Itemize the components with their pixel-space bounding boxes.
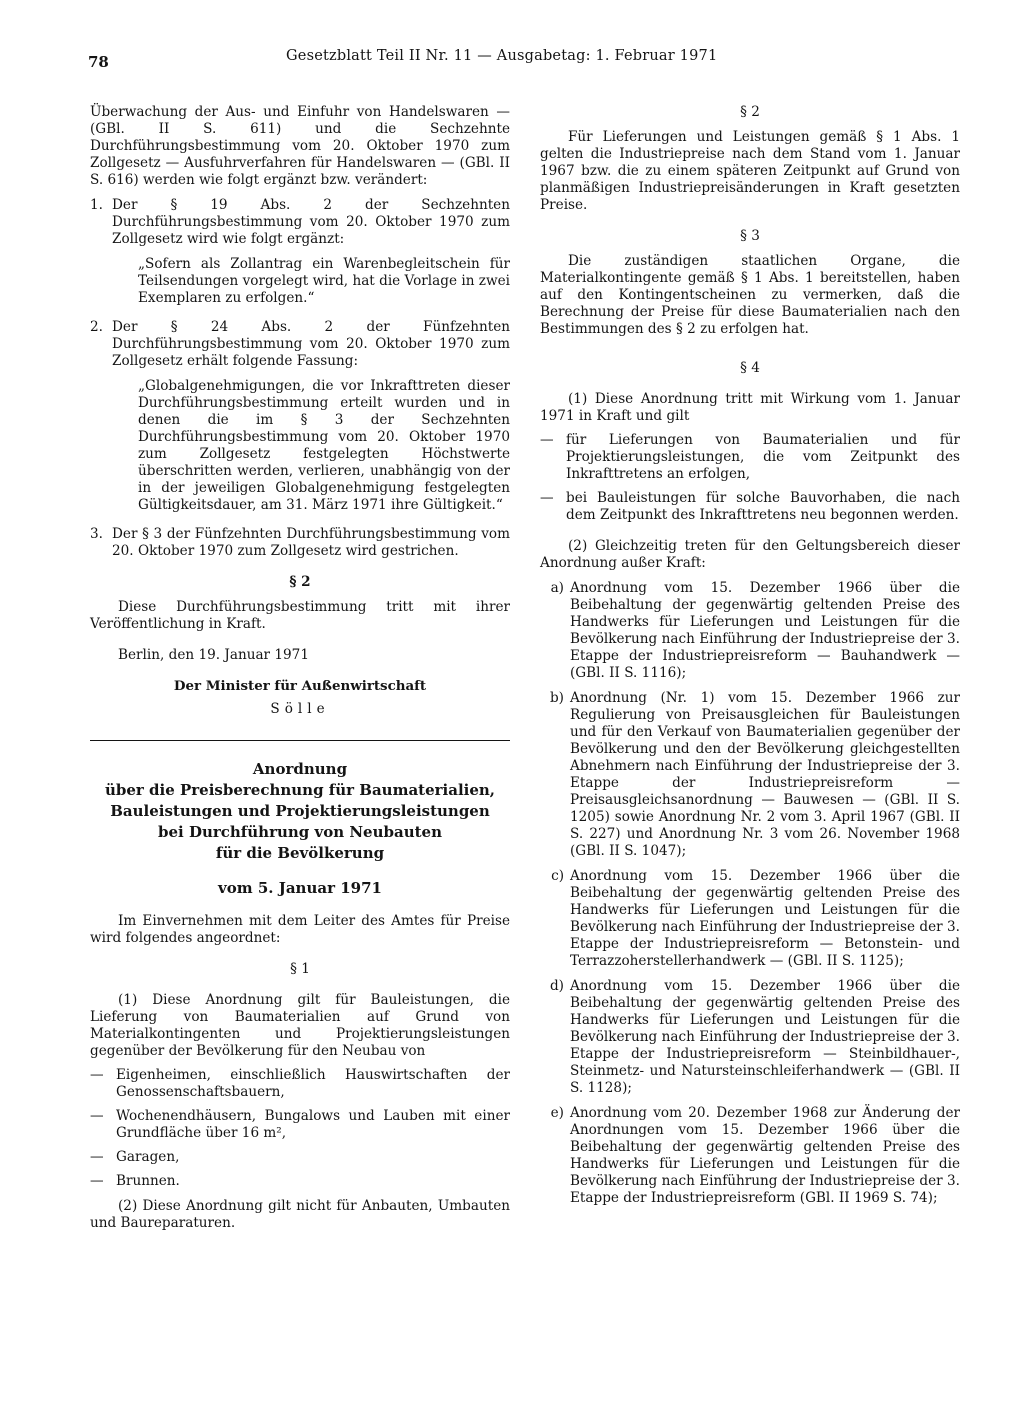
page-number: 78 [88, 53, 109, 71]
item-text: Anordnung vom 15. Dezember 1966 über die Beibehaltung der gegenwärtig geltenden Preise des Handwerks für Lieferungen und Leistungen für die Bevölkerung nach Einführung der Industriepreise der 3. Etappe der Industriepreisreform — Bauhandwerk — (GBl. II S. 1116); [570, 580, 960, 681]
lettered-item-e [540, 1105, 960, 1207]
lettered-item-b [540, 690, 960, 860]
ordinance-title-line: Anordnung [252, 760, 348, 778]
numbered-item-3 [90, 526, 510, 560]
section-4-heading: § 4 [740, 360, 760, 376]
section-4-para-1: (1) Diese Anordnung tritt mit Wirkung vom 1. Januar 1971 in Kraft und gilt [540, 391, 960, 424]
section-3-heading: § 3 [740, 228, 760, 244]
item-letter: b) [549, 690, 564, 706]
section-4-para-2: (2) Gleichzeitig treten für den Geltungsbereich dieser Anordnung außer Kraft: [540, 538, 960, 571]
lettered-item-d [540, 978, 960, 1097]
item-number: 2. [90, 319, 103, 335]
item-number: 3. [90, 526, 103, 542]
item-letter: e) [550, 1105, 564, 1121]
section-divider [90, 740, 510, 741]
item-text: Anordnung vom 15. Dezember 1966 über die Beibehaltung der gegenwärtig geltenden Preise des Handwerks für Lieferungen und Leistungen für die Bevölkerung nach Einführung der Industriepreise der 3. Etappe der Industriepreisreform — Steinbildhauer-, Steinmetz- und Natursteinschleiferhandwerk — (GBl. II S. 1128); [570, 978, 960, 1096]
intro-paragraph: Überwachung der Aus- und Einfuhr von Handelswaren — (GBl. II S. 611) und die Sechzehnte Durchführungsbestimmung vom 20. Oktober 1970 zum Zollgesetz — Ausfuhrverfahren für Handelswaren — (GBl. II S. 616) werden wie folgt ergänzt bzw. verändert: [90, 104, 510, 188]
list-item: — Wochenendhäusern, Bungalows und Lauben mit einer Grundfläche über 16 m², [90, 1108, 510, 1141]
list-item: — bei Bauleistungen für solche Bauvorhaben, die nach dem Zeitpunkt des Inkrafttretens neu begonnen werden. [540, 490, 960, 523]
section-2-heading-right: § 2 [740, 104, 760, 120]
item-text: Der § 19 Abs. 2 der Sechzehnten Durchführungsbestimmung vom 20. Oktober 1970 zum Zollgesetz wird wie folgt ergänzt: [112, 197, 510, 247]
section-3-text: Die zuständigen staatlichen Organe, die Materialkontingente gemäß § 1 Abs. 1 bereitstellen, haben auf den Kontingentscheinen zu vermerken, daß die Berechnung der Preise für diese Baumaterialien nach den Bestimmungen des § 2 zu erfolgen hat. [540, 253, 960, 337]
item-text: Der § 24 Abs. 2 der Fünfzehnten Durchführungsbestimmung vom 20. Oktober 1970 zum Zollgesetz erhält folgende Fassung: [112, 319, 510, 369]
section-2-text: Diese Durchführungsbestimmung tritt mit ihrer Veröffentlichung in Kraft. [90, 599, 510, 632]
item-quote: „Sofern als Zollantrag ein Warenbegleitschein für Teilsendungen vorgelegt wird, hat die Vorlage in zwei Exemplaren zu erfolgen.“ [138, 256, 510, 306]
list-item: — für Lieferungen von Baumaterialien und für Projektierungsleistungen, die vom Zeitpunkt des Inkrafttretens an erfolgen, [540, 432, 960, 482]
running-head: Gesetzblatt Teil II Nr. 11 — Ausgabetag: 1. Februar 1971 [286, 48, 718, 64]
list-item: — Brunnen. [90, 1173, 180, 1189]
ordinance-title [90, 759, 510, 864]
page-header [88, 48, 760, 70]
item-text: Anordnung vom 15. Dezember 1966 über die Beibehaltung der gegenwärtig geltenden Preise des Handwerks für Lieferungen und Leistungen für die Bevölkerung nach Einführung der Industriepreise der 3. Etappe der Industriepreisreform — Betonstein- und Terrazzoherstellerhandwerk — (GBl. II S. 1125); [570, 868, 960, 969]
ordinance-title-line: über die Preisberechnung für Baumaterialien, [104, 781, 496, 799]
item-number: 1. [90, 197, 103, 213]
ordinance-section-1-para-2: (2) Diese Anordnung gilt nicht für Anbauten, Umbauten und Baureparaturen. [90, 1198, 510, 1231]
left-column [90, 104, 510, 1232]
item-text: Der § 3 der Fünfzehnten Durchführungsbestimmung vom 20. Oktober 1970 zum Zollgesetz wird gestrichen. [112, 526, 510, 559]
section-2-heading: § 2 [289, 574, 311, 590]
ordinance-section-1-heading: § 1 [290, 961, 310, 977]
ordinance-title-line: für die Bevölkerung [215, 844, 385, 862]
ordinance-date: vom 5. Januar 1971 [218, 879, 382, 897]
signer-name: Sölle [270, 701, 330, 717]
numbered-item-1 [90, 197, 510, 307]
list-item: — Eigenheimen, einschließlich Hauswirtschaften der Genossenschaftsbauern, [90, 1067, 510, 1100]
section-2-text-right: Für Lieferungen und Leistungen gemäß § 1 Abs. 1 gelten die Industriepreise nach dem Stand vom 1. Januar 1967 bzw. die zu einem späteren Zeitpunkt auf Grund von planmäßigen Industriepreisänderungen in Kraft gesetzten Preise. [540, 129, 960, 213]
item-text: Anordnung (Nr. 1) vom 15. Dezember 1966 zur Regulierung von Preisausgleichen für Bauleistungen und für den Verkauf von Baumaterialien gegenüber der Bevölkerung und den der Bevölkerung gleichgestellten Abnehmern nach Einführung der Industriepreise der 3. Etappe der Industriepreisreform — Preisausgleichsanordnung — Bauwesen — (GBl. II S. 1205) sowie Anordnung Nr. 2 vom 3. April 1967 (GBl. II S. 227) und Anordnung Nr. 3 vom 26. November 1968 (GBl. II S. 1047); [570, 690, 960, 859]
ordinance-title-line: bei Durchführung von Neubauten [158, 823, 442, 841]
ordinance-section-1-para-1: (1) Diese Anordnung gilt für Bauleistungen, die Lieferung von Baumaterialien auf Grund von Materialkontingenten und Projektierungsleistungen gegenüber der Bevölkerung für den Neubau von [90, 992, 510, 1059]
ordinance-preamble: Im Einvernehmen mit dem Leiter des Amtes für Preise wird folgendes angeordnet: [90, 913, 510, 946]
lettered-item-a [540, 580, 960, 682]
numbered-item-2 [90, 319, 510, 514]
item-letter: d) [549, 978, 564, 994]
item-quote: „Globalgenehmigungen, die vor Inkrafttreten dieser Durchführungsbestimmung erteilt wurden und in denen die im § 3 der Sechzehnten Durchführungsbestimmung vom 20. Oktober 1970 zum Zollgesetz festgelegten Höchstwerte überschritten werden, verlieren, unabhängig von der in der jeweiligen Globalgenehmigung festgelegten Gültigkeitsdauer, am 31. März 1971 ihre Gültigkeit.“ [138, 378, 510, 513]
item-text: Anordnung vom 20. Dezember 1968 zur Änderung der Anordnungen vom 15. Dezember 1966 über die Beibehaltung der gegenwärtig geltenden Preise des Handwerks für Lieferungen und Leistungen für die Bevölkerung nach Einführung der Industriepreise der 3. Etappe der Industriepreisreform (GBl. II 1969 S. 74); [570, 1105, 960, 1206]
lettered-item-c [540, 868, 960, 970]
signer-title: Der Minister für Außenwirtschaft [173, 678, 427, 694]
date-line: Berlin, den 19. Januar 1971 [118, 647, 309, 663]
list-item: — Garagen, [90, 1149, 180, 1165]
item-letter: c) [551, 868, 564, 884]
ordinance-title-line: Bauleistungen und Projektierungsleistungen [110, 802, 490, 820]
item-letter: a) [550, 580, 564, 596]
right-column [540, 104, 960, 1207]
